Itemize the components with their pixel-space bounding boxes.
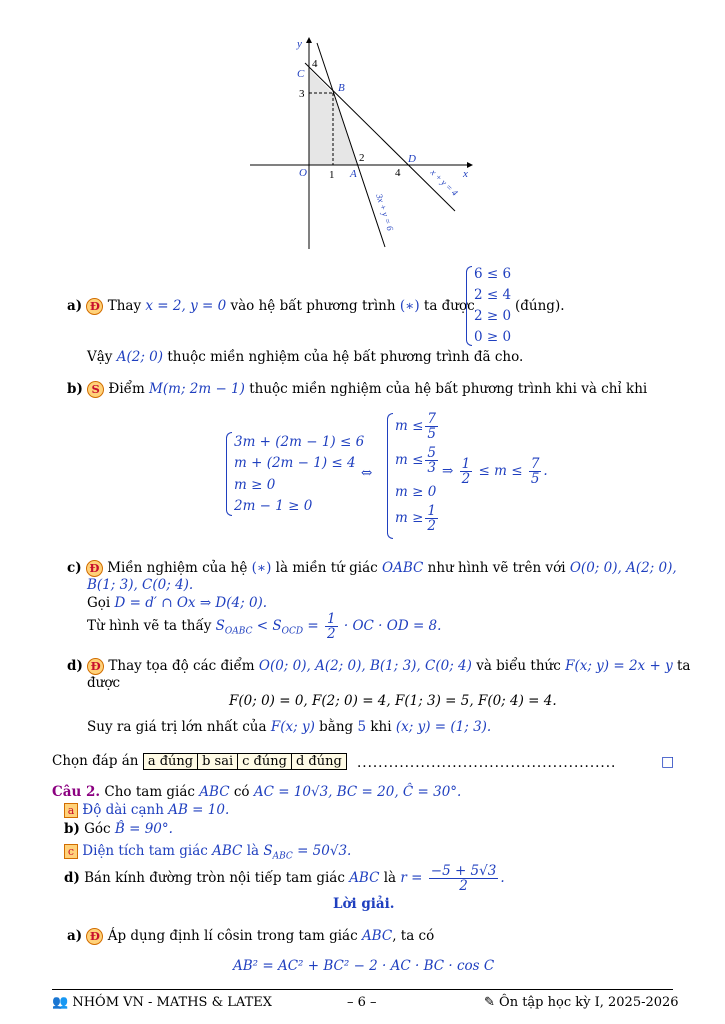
part-a-t4: (đúng).	[515, 298, 565, 314]
label-d: D	[408, 153, 416, 165]
label-y: y	[297, 38, 302, 50]
q2-b: b) Góc B̂ = 90°.	[64, 821, 173, 837]
sys-b-4: 2m − 1 ≥ 0	[234, 498, 313, 514]
footer-center: – 6 –	[347, 995, 377, 1010]
part-c-line3: Gọi D = d′ ∩ Ox ⇒ D(4; 0).	[87, 595, 268, 611]
sys-b-3: m ≥ 0	[234, 477, 276, 493]
q2-title: Câu 2. Cho tam giác ABC có AC = 10√3, BC = 20, Ĉ = 30°.	[52, 784, 462, 800]
part-d-line4: Suy ra giá trị lớn nhất của F(x; y) bằng 5 khi (x; y) = (1; 3).	[87, 719, 492, 735]
badge-q2-sol-a: Đ	[86, 928, 103, 945]
answer-table	[143, 753, 347, 770]
answer-cell-a: a đúng	[143, 754, 197, 770]
brace-a	[466, 266, 472, 346]
q2-a: a Độ dài cạnh AB = 10.	[64, 802, 229, 818]
label-x: x	[463, 168, 468, 180]
tick-1x: 1	[329, 169, 335, 181]
brace-b-left	[226, 432, 232, 516]
badge-a: Đ	[86, 298, 103, 315]
sys-b-r4: m ≥ $\frac{1}{2}$	[395, 503, 436, 534]
tick-4y: 4	[312, 58, 318, 70]
solution-title: Lời giải.	[333, 896, 395, 912]
tick-3y: 3	[299, 88, 305, 100]
q2-sol-a: a) Đ Áp dụng định lí côsin trong tam giác ABC, ta có	[67, 928, 435, 944]
badge-b: S	[87, 381, 104, 398]
q2-d: d) Bán kính đường tròn nội tiếp tam giác ABC là r = $\frac{-5 + 5√3}{2}$ .	[64, 863, 505, 894]
sys-b-r3: m ≥ 0	[395, 484, 437, 500]
part-d-line1: d) Đ Thay tọa độ các điểm O(0; 0), A(2; 0), B(1; 3), C(0; 4) và biểu thức F(x; y) = 2x + y ta	[67, 658, 691, 674]
result-b: ⇒ $\frac{1}{2}$ ≤ m ≤ $\frac{7}{5}$ .	[442, 456, 548, 487]
part-d-eq: F(0; 0) = 0, F(2; 0) = 4, F(1; 3) = 5, F(0; 4) = 4.	[229, 693, 557, 709]
label-a: A	[350, 168, 357, 180]
tick-4x: 4	[395, 167, 401, 179]
part-a-m1: x = 2, y = 0	[145, 298, 227, 314]
part-a-line	[67, 298, 475, 315]
region-graph	[245, 35, 475, 253]
answer-cell-c: c đúng	[238, 754, 292, 770]
iff-symbol: ⇔	[361, 465, 373, 481]
part-a-t1: Thay	[107, 298, 142, 314]
badge-d: Đ	[87, 658, 104, 675]
part-a-conclusion: Vậy A(2; 0) thuộc miền nghiệm của hệ bất phương trình đã cho.	[87, 349, 524, 365]
brace-b-right	[387, 413, 393, 539]
sys-b-r2: m ≤ $\frac{5}{3}$	[395, 445, 436, 476]
sys-a-2: 2 ≤ 4	[474, 287, 512, 303]
part-a-m2: (∗)	[399, 298, 420, 314]
q2-formula: AB² = AC² + BC² − 2 · AC · BC · cos C	[233, 958, 495, 974]
part-c-line4: Từ hình vẽ ta thấy $S_{OABC} < S_{OCD}$ = $\frac{1}{2}$ · OC · OD = 8.	[87, 611, 442, 642]
answer-dots: .................................................	[357, 755, 617, 771]
q2-c: c Diện tích tam giác ABC là $S_{ABC} = 50√3$.	[64, 843, 351, 862]
part-d-line2: được	[87, 675, 121, 691]
sys-a-1: 6 ≤ 6	[474, 266, 512, 282]
sys-a-3: 2 ≥ 0	[474, 308, 512, 324]
answer-box[interactable]: □	[661, 754, 675, 770]
part-a-t2: vào hệ bất phương trình	[230, 298, 396, 314]
answer-cell-d: d đúng	[291, 754, 346, 770]
answer-cell-b: b sai	[198, 754, 238, 770]
edit-icon: ✎	[484, 995, 495, 1010]
sys-b-2: m + (2m − 1) ≤ 4	[234, 455, 356, 471]
part-c-line1: c) Đ Miền nghiệm của hệ (∗) là miền tứ giác OABC như hình vẽ trên với O(0; 0), A(2; 0),	[67, 560, 677, 576]
label-o: O	[299, 167, 307, 179]
sys-b-1: 3m + (2m − 1) ≤ 6	[234, 434, 365, 450]
sys-a-4: 0 ≥ 0	[474, 329, 512, 345]
part-c-line2: B(1; 3), C(0; 4).	[87, 577, 194, 593]
footer-right: ✎ Ôn tập học kỳ I, 2025-2026	[484, 995, 679, 1010]
answer-label: Chọn đáp án	[52, 753, 139, 769]
label-b: B	[338, 82, 345, 94]
label-c: C	[297, 68, 305, 80]
part-b-line: b) S Điểm M(m; 2m − 1) thuộc miền nghiệm của hệ bất phương trình khi và chỉ khi	[67, 381, 648, 397]
badge-c: Đ	[86, 560, 103, 577]
part-a-t3: ta được	[423, 298, 475, 314]
footer-left: 👥 NHÓM VN - MATHS & LATEX	[52, 995, 273, 1010]
footer-rule	[52, 989, 673, 990]
answer-row	[52, 753, 347, 770]
label-line1: x + y = 4	[428, 167, 460, 198]
label-line2: 3x + y = 6	[374, 192, 396, 232]
badge-q2-c: c	[64, 844, 78, 859]
part-a-label: a)	[67, 298, 83, 314]
tick-2: 2	[359, 152, 365, 164]
badge-q2-a: a	[64, 803, 78, 818]
group-icon: 👥	[52, 995, 69, 1010]
sys-b-r1: m ≤ $\frac{7}{5}$	[395, 411, 436, 442]
